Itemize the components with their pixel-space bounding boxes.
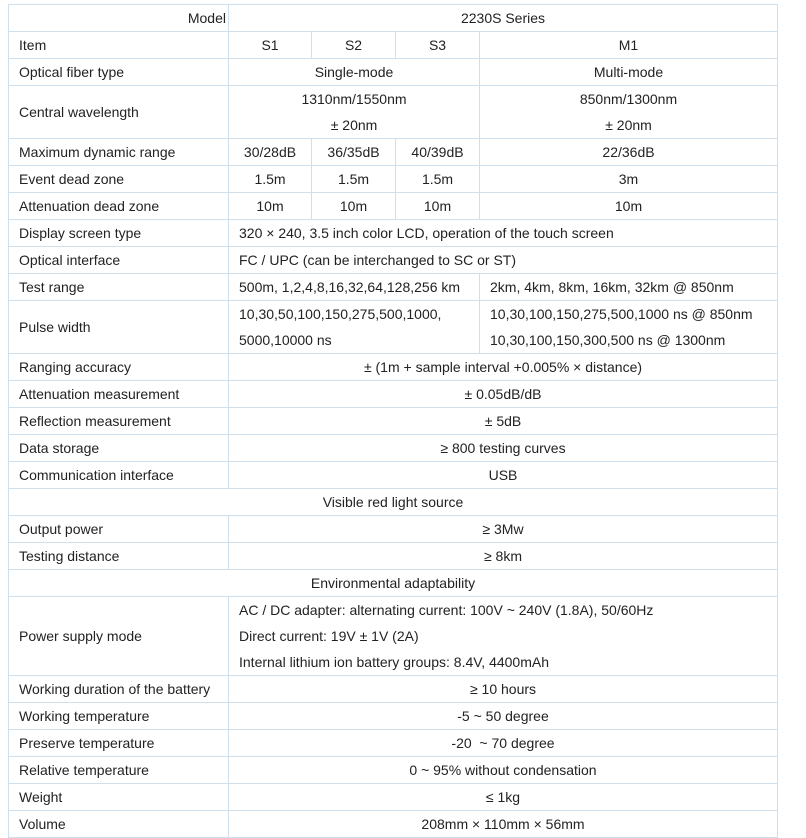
value-line: Direct current: 19V ± 1V (2A)	[239, 628, 419, 644]
row-label: Event dead zone	[9, 166, 229, 193]
row-value: 320 × 240, 3.5 inch color LCD, operation of the touch screen	[229, 220, 778, 247]
s1-value: 10m	[229, 193, 312, 220]
row-label: Optical interface	[9, 247, 229, 274]
row-value: -20 ~ 70 degree	[229, 730, 778, 757]
ranging-accuracy-row	[9, 354, 778, 381]
row-label: Working temperature	[9, 703, 229, 730]
model-s2: S2	[312, 32, 396, 59]
value-line: Internal lithium ion battery groups: 8.4V, 4400mAh	[239, 654, 550, 670]
testing-distance-row	[9, 543, 778, 570]
data-storage-row	[9, 435, 778, 462]
single-mode-value: 500m, 1,2,4,8,16,32,64,128,256 km	[229, 274, 480, 301]
row-label: Weight	[9, 784, 229, 811]
row-value	[229, 597, 778, 676]
s3-value: 1.5m	[396, 166, 480, 193]
row-value: -5 ~ 50 degree	[229, 703, 778, 730]
volume-row	[9, 811, 778, 838]
s3-value: 10m	[396, 193, 480, 220]
row-label: Data storage	[9, 435, 229, 462]
s2-value: 1.5m	[312, 166, 396, 193]
single-mode-value	[229, 86, 480, 139]
pulse-width-row	[9, 301, 778, 354]
preserve-temperature-row	[9, 730, 778, 757]
m1-value: 3m	[480, 166, 778, 193]
row-value: FC / UPC (can be interchanged to SC or ST)	[229, 247, 778, 274]
value-line: 10,30,50,100,150,275,500,1000,	[239, 306, 442, 322]
row-label: Attenuation measurement	[9, 381, 229, 408]
row-value: ≥ 3Mw	[229, 516, 778, 543]
battery-duration-row	[9, 676, 778, 703]
value-line: ± 20nm	[605, 117, 652, 133]
s2-value: 10m	[312, 193, 396, 220]
row-label: Attenuation dead zone	[9, 193, 229, 220]
display-screen-row	[9, 220, 778, 247]
model-s3: S3	[396, 32, 480, 59]
row-value: ≥ 800 testing curves	[229, 435, 778, 462]
row-label: Central wavelength	[9, 86, 229, 139]
output-power-row	[9, 516, 778, 543]
row-label: Power supply mode	[9, 597, 229, 676]
s3-value: 40/39dB	[396, 139, 480, 166]
item-row	[9, 32, 778, 59]
row-label: Relative temperature	[9, 757, 229, 784]
dynamic-range-row	[9, 139, 778, 166]
row-value: ≥ 8km	[229, 543, 778, 570]
row-label: Test range	[9, 274, 229, 301]
row-value: ≤ 1kg	[229, 784, 778, 811]
reflection-measurement-row	[9, 408, 778, 435]
row-value: ± (1m + sample interval +0.005% × distance)	[229, 354, 778, 381]
power-supply-row	[9, 597, 778, 676]
m1-value: 22/36dB	[480, 139, 778, 166]
row-value: 0 ~ 95% without condensation	[229, 757, 778, 784]
section-title: Environmental adaptability	[9, 570, 778, 597]
row-label: Working duration of the battery	[9, 676, 229, 703]
row-label: Preserve temperature	[9, 730, 229, 757]
row-label: Display screen type	[9, 220, 229, 247]
weight-row	[9, 784, 778, 811]
test-range-row	[9, 274, 778, 301]
fiber-type-row	[9, 59, 778, 86]
row-value: ± 0.05dB/dB	[229, 381, 778, 408]
item-label: Item	[9, 32, 229, 59]
single-mode-value: Single-mode	[229, 59, 480, 86]
row-label: Output power	[9, 516, 229, 543]
row-label: Optical fiber type	[9, 59, 229, 86]
value-line: 850nm/1300nm	[579, 91, 678, 107]
wavelength-row	[9, 86, 778, 139]
row-value: 208mm × 110mm × 56mm	[229, 811, 778, 838]
spec-table	[8, 4, 778, 838]
event-dead-zone-row	[9, 166, 778, 193]
relative-temperature-row	[9, 757, 778, 784]
working-temperature-row	[9, 703, 778, 730]
row-value: ≥ 10 hours	[229, 676, 778, 703]
model-label: Model	[9, 5, 229, 32]
s2-value: 36/35dB	[312, 139, 396, 166]
section-header-row	[9, 489, 778, 516]
value-line: AC / DC adapter: alternating current: 100V ~ 240V (1.8A), 50/60Hz	[239, 602, 654, 618]
multi-mode-value: Multi-mode	[480, 59, 778, 86]
row-label: Maximum dynamic range	[9, 139, 229, 166]
row-label: Reflection measurement	[9, 408, 229, 435]
multi-mode-value	[480, 301, 778, 354]
attenuation-dead-zone-row	[9, 193, 778, 220]
s1-value: 30/28dB	[229, 139, 312, 166]
row-label: Ranging accuracy	[9, 354, 229, 381]
header-row	[9, 5, 778, 32]
section-header-row	[9, 570, 778, 597]
value-line: 10,30,100,150,275,500,1000 ns @ 850nm	[490, 306, 753, 322]
single-mode-value	[229, 301, 480, 354]
optical-interface-row	[9, 247, 778, 274]
m1-value: 10m	[480, 193, 778, 220]
value-line: 1310nm/1550nm	[301, 91, 407, 107]
series-title: 2230S Series	[229, 5, 778, 32]
row-label: Testing distance	[9, 543, 229, 570]
value-line: ± 20nm	[330, 117, 378, 133]
s1-value: 1.5m	[229, 166, 312, 193]
row-label: Volume	[9, 811, 229, 838]
row-label: Communication interface	[9, 462, 229, 489]
row-value: ± 5dB	[229, 408, 778, 435]
model-s1: S1	[229, 32, 312, 59]
multi-mode-value	[480, 86, 778, 139]
communication-interface-row	[9, 462, 778, 489]
attenuation-measurement-row	[9, 381, 778, 408]
multi-mode-value: 2km, 4km, 8km, 16km, 32km @ 850nm	[480, 274, 778, 301]
row-label: Pulse width	[9, 301, 229, 354]
row-value: USB	[229, 462, 778, 489]
section-title: Visible red light source	[9, 489, 778, 516]
model-m1: M1	[480, 32, 778, 59]
value-line: 10,30,100,150,300,500 ns @ 1300nm	[490, 332, 726, 348]
value-line: 5000,10000 ns	[239, 332, 332, 348]
